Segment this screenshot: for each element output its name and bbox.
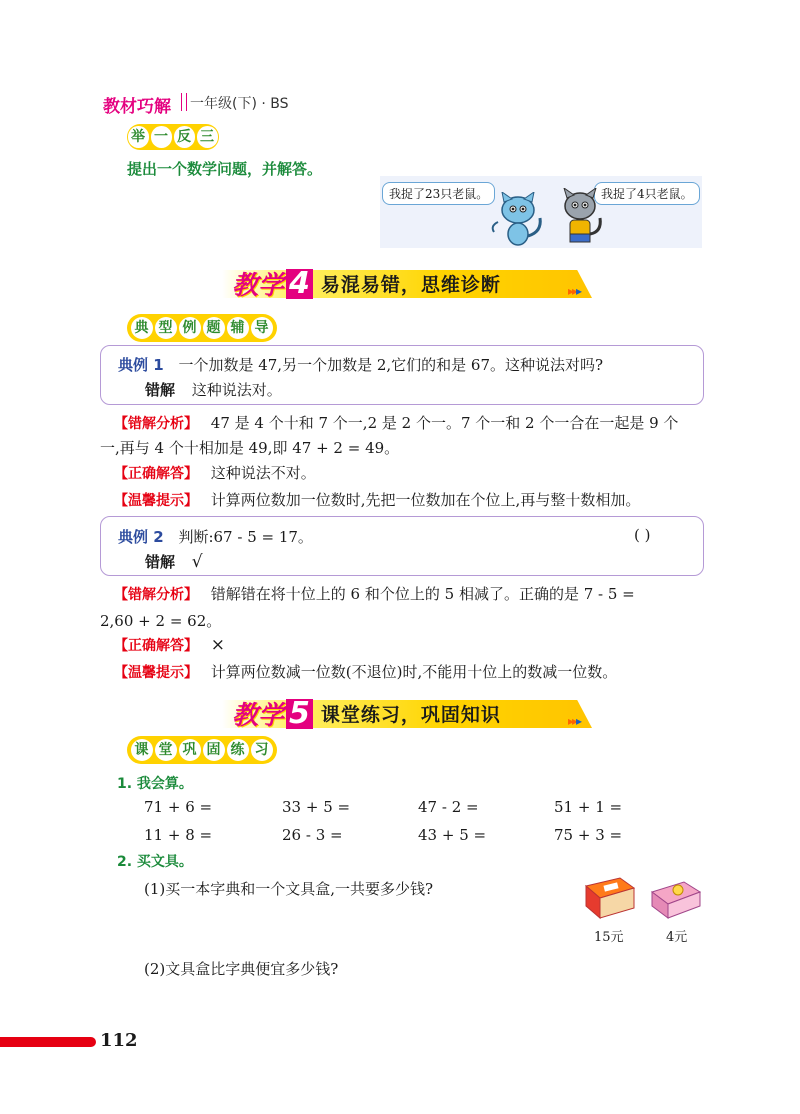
pill-char: 辅 — [227, 317, 249, 339]
example-2-tip-line — [114, 661, 617, 682]
double-arrow-icon: ▸▸▸ — [568, 284, 581, 298]
example-1-analysis-text-1: 47 是 4 个十和 7 个一,2 是 2 个一。7 个一和 2 个一合在一起是 9 个 — [210, 414, 679, 432]
pill-char: 题 — [203, 317, 225, 339]
question-2-sub-2: (2)文具盒比字典便宜多少钱? — [144, 960, 339, 978]
question-2-sub-1: (1)买一本字典和一个文具盒,一共要多少钱? — [144, 880, 434, 898]
example-2-analysis-text-2: 2,60 + 2 = 62。 — [100, 612, 222, 630]
pill-char: 巩 — [179, 739, 201, 761]
banner-5-label: 教学 — [232, 701, 285, 731]
example-1-question: 一个加数是 47,另一个加数是 2,它们的和是 67。这种说法对吗? — [178, 356, 604, 374]
example-1-tip-line — [114, 489, 640, 510]
correct-tag: 【正确解答】 — [114, 466, 198, 482]
example-1-analysis-line-1 — [114, 412, 714, 433]
analysis-tag: 【错解分析】 — [114, 416, 198, 432]
q1-r2-c3: 43 + 5 = — [418, 826, 487, 844]
analysis-tag: 【错解分析】 — [114, 587, 198, 603]
pill-char: 导 — [251, 317, 273, 339]
example-1-wrong-line — [145, 379, 282, 400]
pencil-box-icon — [648, 880, 702, 920]
pill-char: 练 — [227, 739, 249, 761]
question-1-title: 1. 我会算。 — [117, 776, 193, 792]
example-1-wrong-answer: 这种说法对。 — [191, 381, 282, 399]
banner-4-label: 教学 — [232, 271, 285, 301]
example-2-label: 典例 2 — [118, 528, 164, 546]
pill-char: 型 — [155, 317, 177, 339]
example-1-analysis-text-2: 一,再与 4 个十相加是 49,即 47 + 2 = 49。 — [100, 439, 400, 457]
example-2-answer-paren: ( ) — [634, 526, 651, 544]
example-2-question: 判断:67 - 5 = 17。 — [178, 528, 313, 546]
pill-char: 习 — [251, 739, 273, 761]
example-1-tip: 计算两位数加一位数时,先把一位数加在个位上,再与整十数相加。 — [210, 491, 641, 509]
gray-cat-illustration — [550, 188, 610, 248]
pill-draw-inferences — [127, 124, 219, 150]
double-arrow-icon: ▸▸▸ — [568, 714, 581, 728]
tip-tag: 【温馨提示】 — [114, 493, 198, 509]
pill-char: 典 — [131, 317, 153, 339]
task-instruction: 提出一个数学问题，并解答。 — [127, 160, 323, 178]
pill-class-practice — [127, 736, 277, 764]
banner-4-title: 易混易错，思维诊断 — [320, 274, 501, 296]
q1-r1-c1: 71 + 6 = — [144, 798, 213, 816]
q1-r2-c2: 26 - 3 = — [282, 826, 343, 844]
example-1-correct-line — [114, 462, 316, 483]
pill-typical-examples — [127, 314, 277, 342]
q1-r2-c1: 11 + 8 = — [144, 826, 213, 844]
example-2-correct-answer: × — [210, 635, 226, 655]
example-2-tip: 计算两位数减一位数(不退位)时,不能用十位上的数减一位数。 — [210, 663, 618, 681]
banner-5-title: 课堂练习，巩固知识 — [320, 704, 501, 726]
example-2-question-line — [118, 526, 313, 547]
cat-scene — [380, 176, 702, 248]
pencil-box-price: 4元 — [666, 930, 688, 945]
correct-tag: 【正确解答】 — [114, 638, 198, 654]
q1-r1-c3: 47 - 2 = — [418, 798, 479, 816]
page-number: 112 — [100, 1030, 138, 1051]
dictionary-price: 15元 — [594, 930, 624, 945]
q1-r1-c2: 33 + 5 = — [282, 798, 351, 816]
q1-r2-c4: 75 + 3 = — [554, 826, 623, 844]
pill-char: 固 — [203, 739, 225, 761]
page-number-bar — [0, 1037, 96, 1047]
example-2-wrong-answer: √ — [191, 552, 203, 572]
tip-tag: 【温馨提示】 — [114, 665, 198, 681]
q1-r1-c4: 51 + 1 = — [554, 798, 623, 816]
banner-4-number: 4 — [286, 269, 313, 299]
example-1-wrong-label: 错解 — [145, 381, 176, 399]
grade-label: 一年级(下) · BS — [190, 96, 289, 112]
example-1-label: 典例 1 — [118, 356, 164, 374]
pill-char: 课 — [131, 739, 153, 761]
pill-char: 三 — [197, 126, 218, 148]
section-banner-5-content — [232, 695, 501, 732]
example-2-wrong-label: 错解 — [145, 553, 176, 571]
header-divider — [181, 93, 187, 111]
pill-char: 例 — [179, 317, 201, 339]
question-2-title: 2. 买文具。 — [117, 854, 193, 870]
right-speech-bubble: 我捉了4只老鼠。 — [594, 182, 700, 205]
banner-5-number: 5 — [286, 699, 313, 729]
section-banner-4-content — [232, 265, 501, 302]
pill-char: 举 — [128, 126, 149, 148]
example-1-question-line — [118, 354, 603, 375]
example-2-analysis-text-1: 错解错在将十位上的 6 和个位上的 5 相减了。正确的是 7 - 5 = — [210, 585, 635, 603]
pill-char: 堂 — [155, 739, 177, 761]
left-speech-bubble: 我捉了23只老鼠。 — [382, 182, 495, 205]
example-2-correct-line — [114, 635, 225, 655]
pill-char: 一 — [151, 126, 172, 148]
blue-cat-illustration — [490, 192, 550, 248]
example-2-wrong-line — [145, 551, 203, 572]
example-2-analysis-line-1 — [114, 583, 714, 604]
pill-char: 反 — [174, 126, 195, 148]
book-title: 教材巧解 — [103, 97, 171, 117]
example-1-correct-answer: 这种说法不对。 — [210, 464, 316, 482]
dictionary-icon — [580, 876, 638, 920]
